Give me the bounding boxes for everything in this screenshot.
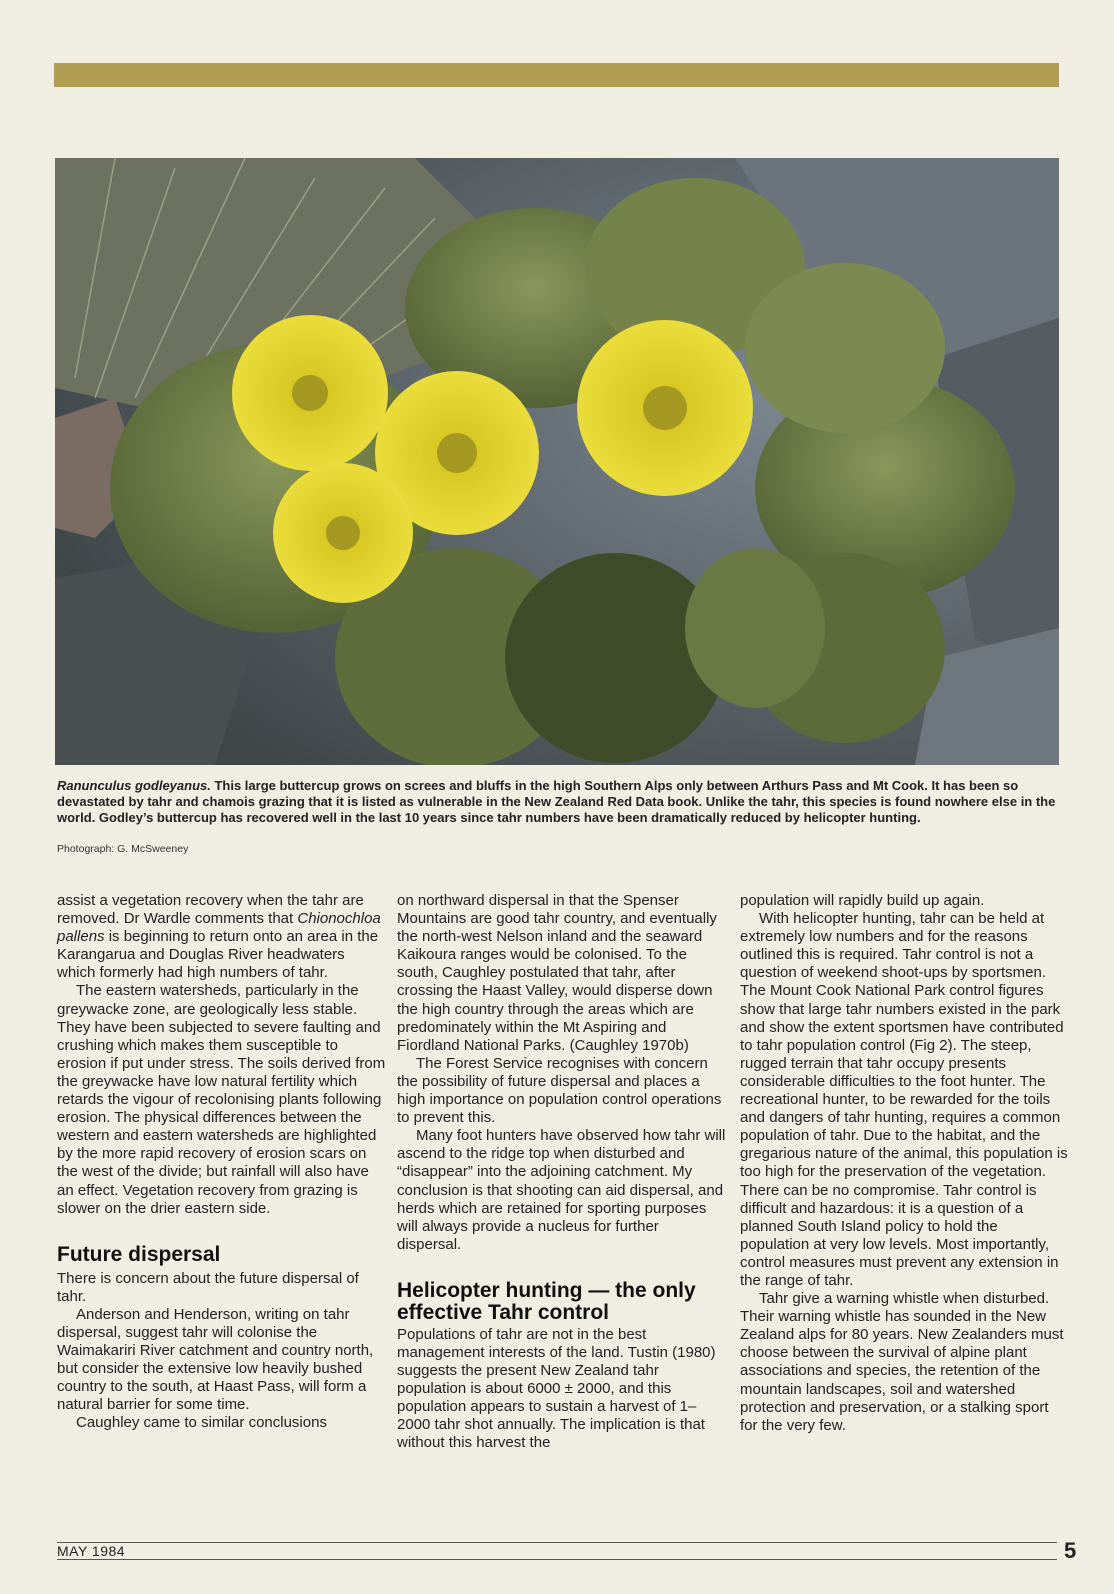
paragraph: With helicopter hunting, tahr can be held at extremely low numbers and for the reasons outlined this is required. Tahr control is not a question of weekend shoot-ups by sportsmen. The Mount Cook National Park control figures show that large tahr numbers existed in the park and show the extent sportsmen have contributed to tahr population control (Fig 2). The steep, rugged terrain that tahr occupy presents considerable difficulties to the foot hunter. The recreational hunter, to be rewarded for the toils and dangers of tahr hunting, requires a common population of tahr. Due to the habitat, and the gregarious nature of the animal, this population is too high for the preservation of the vegetation. There can be no compromise. Tahr control is difficult and hazardous: it is a question of a planned South Island policy to hold the population at very low levels. Most importantly, control measures must prevent any extension in the range of tahr. — [740, 910, 1068, 1289]
paragraph: There is concern about the future dispersal of tahr. — [57, 1269, 359, 1305]
footer-rule-bottom — [57, 1559, 1057, 1560]
text-column-1 — [57, 892, 387, 1433]
paragraph: Caughley came to similar conclusions — [76, 1414, 327, 1432]
italic-species-name: Chionochloa pallens — [57, 910, 381, 946]
caption-text: This large buttercup grows on screes and bluffs in the high Southern Alps only between Arthurs Pass and Mt Cook. It has been so devastated by tahr and chamois grazing that it is listed as vulnerable in the New Zealand Red Data book. Unlike the tahr, this species is found nowhere else in the world. Godley’s buttercup has recovered well in the last 10 years since tahr numbers have been dramatically reduced by helicopter hunting. — [57, 778, 1056, 825]
footer-rule-top — [57, 1542, 1057, 1543]
paragraph: The Forest Service recognises with concern the possibility of future dispersal and places a high importance on population control operations to prevent this. — [397, 1054, 722, 1127]
page-number: 5 — [1064, 1538, 1077, 1563]
paragraph: on northward dispersal in that the Spenser Mountains are good tahr country, and eventually the north-west Nelson inland and the seaward Kaikoura ranges would be colonised. To the south, Caughley postulated that tahr, after crossing the Haast Valley, would disperse down the high country through the areas which are predominately within the Mt Aspiring and Fiordland National Parks. (Caughley 1970b) — [397, 892, 717, 1054]
paragraph: The eastern watersheds, particularly in the greywacke zone, are geologically less stable. They have been subjected to severe faulting and crushing which makes them susceptible to erosion if put under stress. The soils derived from the greywacke have low natural fertility which retards the vigour of recolonising plants following erosion. The physical differences between the western and eastern watersheds are highlighted by the more rapid recovery of erosion scars on the west of the divide; but rainfall will also have an effect. Vegetation recovery from grazing is slower on the drier eastern side. — [57, 982, 386, 1217]
section-heading-future-dispersal: Future dispersal — [57, 1242, 221, 1266]
paragraph: Populations of tahr are not in the best management interests of the land. Tustin (1980) suggests the present New Zealand tahr population is about 6000 ± 2000, and this population appears to sustain a harvest of 1–2000 tahr shot annually. The implication is that without this harvest the — [397, 1325, 716, 1452]
buttercup-photograph — [55, 158, 1059, 765]
text-column-3 — [740, 892, 1070, 1435]
paragraph: Anderson and Henderson, writing on tahr dispersal, suggest tahr will colonise the Waimakariri River catchment and country north, but consider the extensive low heavily bushed country to the south, at Haast Pass, will form a natural barrier for some time. — [57, 1305, 374, 1414]
paragraph: Tahr give a warning whistle when disturbed. Their warning whistle has sounded in the New Zealand alps for 80 years. New Zealanders must choose between the survival of alpine plant associations and species, the retention of the mountain landscapes, soil and watershed protection and preservation, or a stalking sport for the very few. — [740, 1290, 1064, 1434]
decorative-top-band — [54, 63, 1059, 87]
footer-issue-date: MAY 1984 — [57, 1543, 126, 1559]
paragraph: Many foot hunters have observed how tahr will ascend to the ridge top when disturbed and “disappear” into the adjoining catchment. My conclusion is that shooting can aid dispersal, and herds which are retained for sporting purposes will always provide a nucleus for further dispersal. — [397, 1127, 726, 1253]
photo-caption — [57, 778, 1057, 825]
caption-species-name: Ranunculus godleyanus. — [57, 778, 211, 793]
photo-credit: Photograph: G. McSweeney — [57, 843, 189, 855]
section-heading-helicopter-hunting: Helicopter hunting — the only effective Tahr control — [397, 1278, 696, 1324]
paragraph: assist a vegetation recovery when the tahr are removed. Dr Wardle comments that Chionochloa pallens is beginning to return onto an area in the Karangarua and Douglas River headwaters which formerly had high numbers of tahr. — [57, 892, 381, 982]
text-column-2 — [397, 892, 727, 1453]
paragraph: population will rapidly build up again. — [740, 892, 985, 909]
